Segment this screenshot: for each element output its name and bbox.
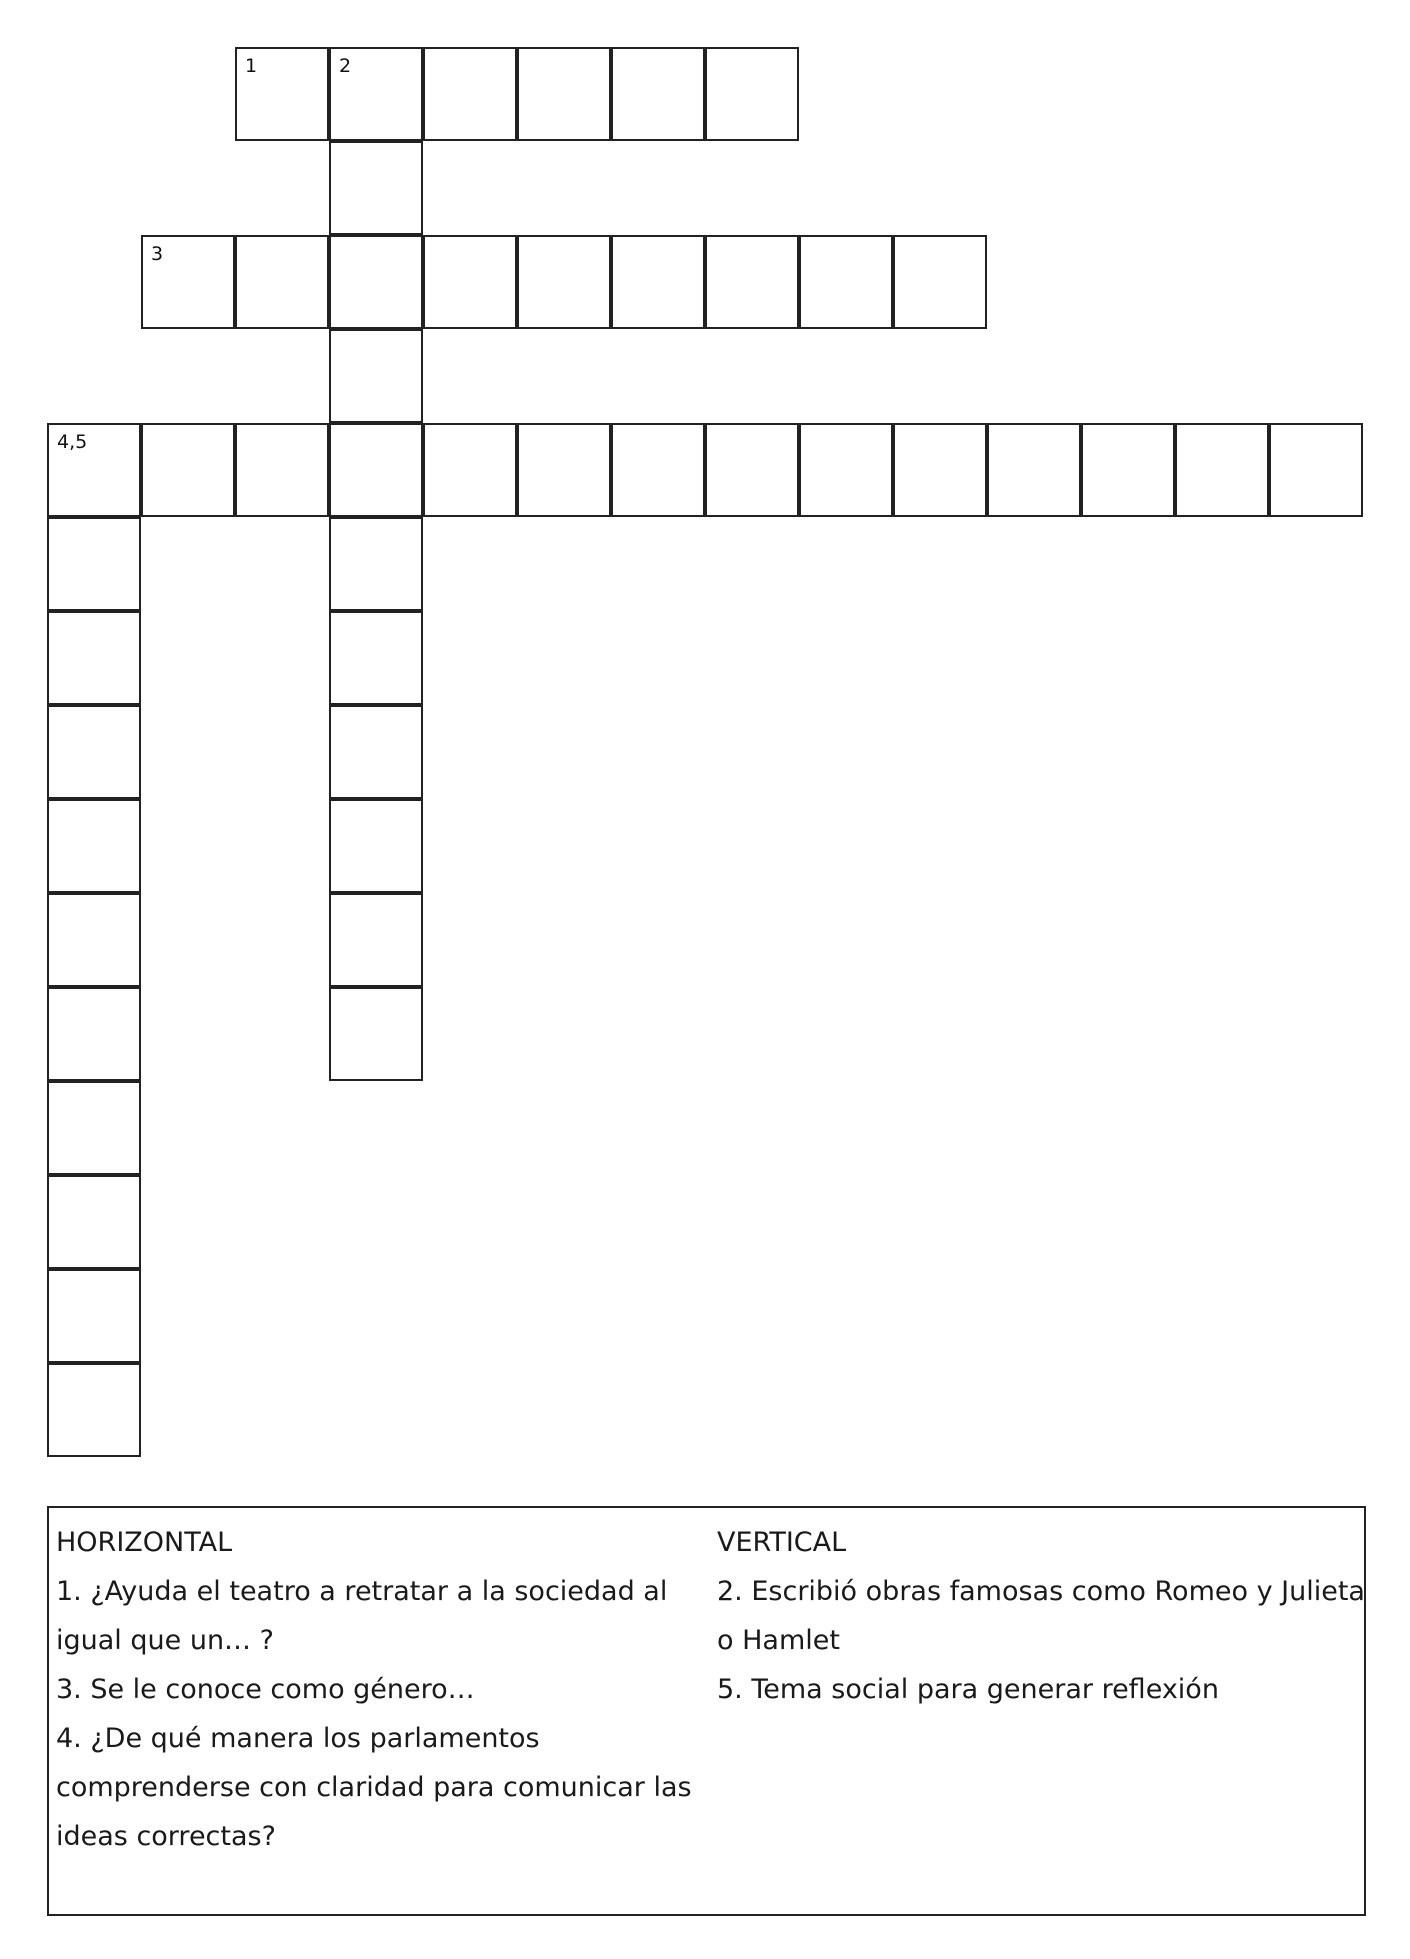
crossword-cell[interactable] bbox=[705, 47, 799, 141]
crossword-cell[interactable] bbox=[47, 705, 141, 799]
horizontal-clue-line: 3. Se le conoce como género… bbox=[56, 1674, 475, 1705]
crossword-cell[interactable] bbox=[47, 517, 141, 611]
crossword-cell[interactable] bbox=[517, 47, 611, 141]
crossword-cell[interactable] bbox=[47, 1363, 141, 1457]
crossword-cell[interactable] bbox=[329, 893, 423, 987]
crossword-cell[interactable] bbox=[423, 235, 517, 329]
crossword-cell[interactable] bbox=[235, 423, 329, 517]
crossword-cell[interactable] bbox=[141, 235, 235, 329]
crossword-cell[interactable] bbox=[705, 235, 799, 329]
crossword-cell[interactable] bbox=[517, 235, 611, 329]
crossword-cell[interactable] bbox=[47, 1175, 141, 1269]
crossword-cell[interactable] bbox=[47, 1269, 141, 1363]
vertical-heading: VERTICAL bbox=[717, 1527, 847, 1558]
crossword-cell[interactable] bbox=[517, 423, 611, 517]
crossword-cell[interactable] bbox=[611, 47, 705, 141]
crossword-cell[interactable] bbox=[423, 47, 517, 141]
crossword-cell[interactable] bbox=[329, 47, 423, 141]
vertical-clue-line: o Hamlet bbox=[717, 1625, 840, 1656]
crossword-cell[interactable] bbox=[329, 517, 423, 611]
crossword-cell[interactable] bbox=[47, 799, 141, 893]
crossword-cell[interactable] bbox=[1081, 423, 1175, 517]
horizontal-clue-line: comprenderse con claridad para comunicar las bbox=[56, 1772, 692, 1803]
crossword-cell[interactable] bbox=[1175, 423, 1269, 517]
crossword-cell[interactable] bbox=[141, 423, 235, 517]
crossword-cell[interactable] bbox=[611, 423, 705, 517]
clue-number: 1 bbox=[245, 55, 258, 77]
vertical-clue-line: 2. Escribió obras famosas como Romeo y Julieta bbox=[717, 1576, 1365, 1607]
crossword-cell[interactable] bbox=[423, 423, 517, 517]
vertical-clue-line: 5. Tema social para generar reflexión bbox=[717, 1674, 1219, 1705]
crossword-cell[interactable] bbox=[705, 423, 799, 517]
crossword-cell[interactable] bbox=[893, 235, 987, 329]
clues-box bbox=[47, 1506, 1366, 1916]
clue-number: 3 bbox=[151, 243, 164, 265]
crossword-cell[interactable] bbox=[987, 423, 1081, 517]
crossword-cell[interactable] bbox=[611, 235, 705, 329]
crossword-cell[interactable] bbox=[47, 1081, 141, 1175]
crossword-cell[interactable] bbox=[329, 611, 423, 705]
clue-number: 4,5 bbox=[57, 431, 88, 453]
horizontal-clues bbox=[56, 1518, 706, 1861]
horizontal-clue-line: ideas correctas? bbox=[56, 1821, 276, 1852]
crossword-cell[interactable] bbox=[47, 423, 141, 517]
vertical-clues bbox=[717, 1518, 1367, 1714]
crossword-cell[interactable] bbox=[799, 235, 893, 329]
crossword-cell[interactable] bbox=[329, 423, 423, 517]
crossword-cell[interactable] bbox=[47, 893, 141, 987]
horizontal-clue-line: igual que un… ? bbox=[56, 1625, 274, 1656]
crossword-cell[interactable] bbox=[1269, 423, 1363, 517]
crossword-cell[interactable] bbox=[329, 705, 423, 799]
crossword-cell[interactable] bbox=[329, 141, 423, 235]
clue-number: 2 bbox=[339, 55, 352, 77]
horizontal-clue-line: 1. ¿Ayuda el teatro a retratar a la sociedad al bbox=[56, 1576, 668, 1607]
horizontal-heading: HORIZONTAL bbox=[56, 1527, 233, 1558]
crossword-cell[interactable] bbox=[235, 47, 329, 141]
crossword-cell[interactable] bbox=[799, 423, 893, 517]
crossword-cell[interactable] bbox=[329, 799, 423, 893]
crossword-cell[interactable] bbox=[329, 329, 423, 423]
crossword-cell[interactable] bbox=[329, 987, 423, 1081]
crossword-cell[interactable] bbox=[47, 611, 141, 705]
crossword-cell[interactable] bbox=[329, 235, 423, 329]
crossword-cell[interactable] bbox=[47, 987, 141, 1081]
horizontal-clue-line: 4. ¿De qué manera los parlamentos bbox=[56, 1723, 540, 1754]
crossword-cell[interactable] bbox=[235, 235, 329, 329]
crossword-cell[interactable] bbox=[893, 423, 987, 517]
